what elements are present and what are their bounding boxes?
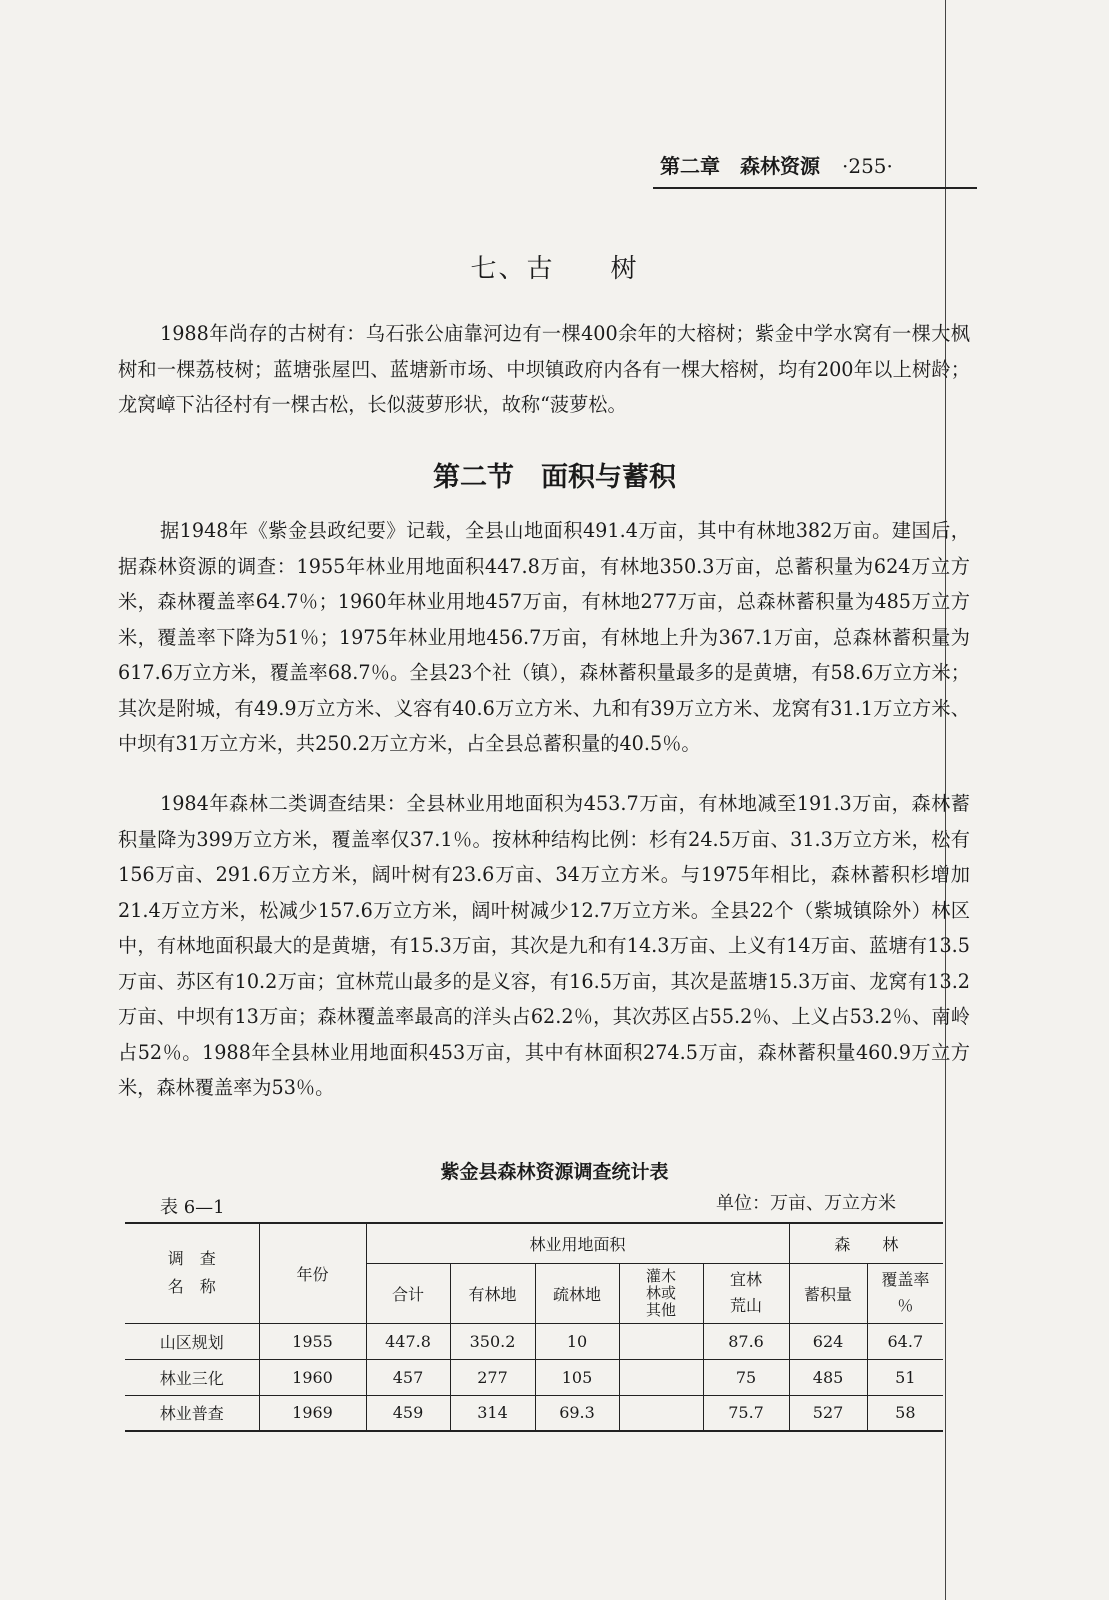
cell: 林业普查 [125, 1395, 259, 1431]
cell: 69.3 [535, 1395, 619, 1431]
header-survey-name: 调 查 名 称 [125, 1223, 259, 1323]
page-number: ·255· [842, 154, 893, 178]
cell: 105 [535, 1359, 619, 1395]
header-year: 年份 [259, 1223, 366, 1323]
header-stock-volume: 蓄积量 [789, 1263, 867, 1323]
table-row [125, 1359, 943, 1395]
cell: 350.2 [450, 1323, 535, 1359]
header-total: 合计 [366, 1263, 450, 1323]
table-unit: 单位：万亩、万立方米 [716, 1193, 896, 1214]
cell [619, 1323, 703, 1359]
cell: 山区规划 [125, 1323, 259, 1359]
cell: 485 [789, 1359, 867, 1395]
cell: 277 [450, 1359, 535, 1395]
table-number: 表 6—1 [160, 1197, 225, 1218]
cell: 1969 [259, 1395, 366, 1431]
cell: 457 [366, 1359, 450, 1395]
cell: 10 [535, 1323, 619, 1359]
cell [619, 1395, 703, 1431]
header-land-area: 林业用地面积 [366, 1223, 789, 1263]
cell: 447.8 [366, 1323, 450, 1359]
section-title: 第二节 面积与蓄积 [433, 462, 676, 493]
header-forested-land: 有林地 [450, 1263, 535, 1323]
cell [619, 1359, 703, 1395]
header-rule [653, 187, 977, 189]
header-shrub-other: 灌木 林或 其他 [619, 1263, 703, 1323]
header-barren-hill: 宜林 荒山 [703, 1263, 789, 1323]
cell: 1960 [259, 1359, 366, 1395]
chapter-title: 第二章 森林资源 [660, 154, 820, 178]
header-sparse-land: 疏林地 [535, 1263, 619, 1323]
cell: 58 [867, 1395, 943, 1431]
table-row [125, 1395, 943, 1431]
cell: 459 [366, 1395, 450, 1431]
paragraph-area-history: 据1948年《紫金县政纪要》记载，全县山地面积491.4万亩，其中有林地382万亩。建国后，据森林资源的调查：1955年林业用地面积447.8万亩，有林地350.3万亩，总蓄积量为624万立方米，森林覆盖率64.7％；1960年林业用地457万亩，有林地277万亩，总森林蓄积量为485万立方米，覆盖率下降为51％；1975年林业用地456.7万亩，有林地上升为367.1万亩，总森林蓄积量为617.6万立方米，覆盖率68.7％。全县23个社（镇），森林蓄积量最多的是黄塘，有58.6万立方米；其次是附城，有49.9万立方米、义容有40.6万立方米、九和有39万立方米、龙窝有31.1万立方米、中坝有31万立方米，共250.2万立方米，占全县总蓄积量的40.5％。 [118, 519, 970, 755]
forest-survey-table [125, 1222, 943, 1432]
paragraph-ancient-trees: 1988年尚存的古树有：乌石张公庙靠河边有一棵400余年的大榕树；紫金中学水窝有一棵大枫树和一棵荔枝树；蓝塘张屋凹、蓝塘新市场、中坝镇政府内各有一棵大榕树，均有200年以上树龄；龙窝嶂下沾径村有一棵古松，长似菠萝形状，故称“菠萝松。 [118, 322, 970, 416]
cell: 75 [703, 1359, 789, 1395]
running-header [660, 152, 960, 180]
cell: 1955 [259, 1323, 366, 1359]
cell: 51 [867, 1359, 943, 1395]
cell: 87.6 [703, 1323, 789, 1359]
cell: 527 [789, 1395, 867, 1431]
subsection-title: 七、古 树 [470, 254, 639, 284]
cell: 314 [450, 1395, 535, 1431]
cell: 林业三化 [125, 1359, 259, 1395]
paragraph-1984-survey: 1984年森林二类调查结果：全县林业用地面积为453.7万亩，有林地减至191.3万亩，森林蓄积量降为399万立方米，覆盖率仅37.1％。按林种结构比例：杉有24.5万亩、31.3万立方米，松有156万亩、291.6万立方米，阔叶树有23.6万亩、34万立方米。与1975年相比，森林蓄积杉增加21.4万立方米，松减少157.6万立方米，阔叶树减少12.7万立方米。全县22个（紫城镇除外）林区中，有林地面积最大的是黄塘，有15.3万亩，其次是九和有14.3万亩、上义有14万亩、蓝塘有13.5万亩、苏区有10.2万亩；宜林荒山最多的是义容，有16.5万亩，其次是蓝塘15.3万亩、龙窝有13.2万亩、中坝有13万亩；森林覆盖率最高的洋头占62.2％，其次苏区占55.2％、上义占53.2％、南岭占52％。1988年全县林业用地面积453万亩，其中有林面积274.5万亩，森林蓄积量460.9万立方米，森林覆盖率为53％。 [118, 792, 970, 1099]
header-forest: 森 林 [789, 1223, 943, 1263]
cell: 75.7 [703, 1395, 789, 1431]
table-row [125, 1323, 943, 1359]
table-title: 紫金县森林资源调查统计表 [440, 1161, 669, 1183]
cell: 64.7 [867, 1323, 943, 1359]
header-coverage: 覆盖率 ％ [867, 1263, 943, 1323]
cell: 624 [789, 1323, 867, 1359]
